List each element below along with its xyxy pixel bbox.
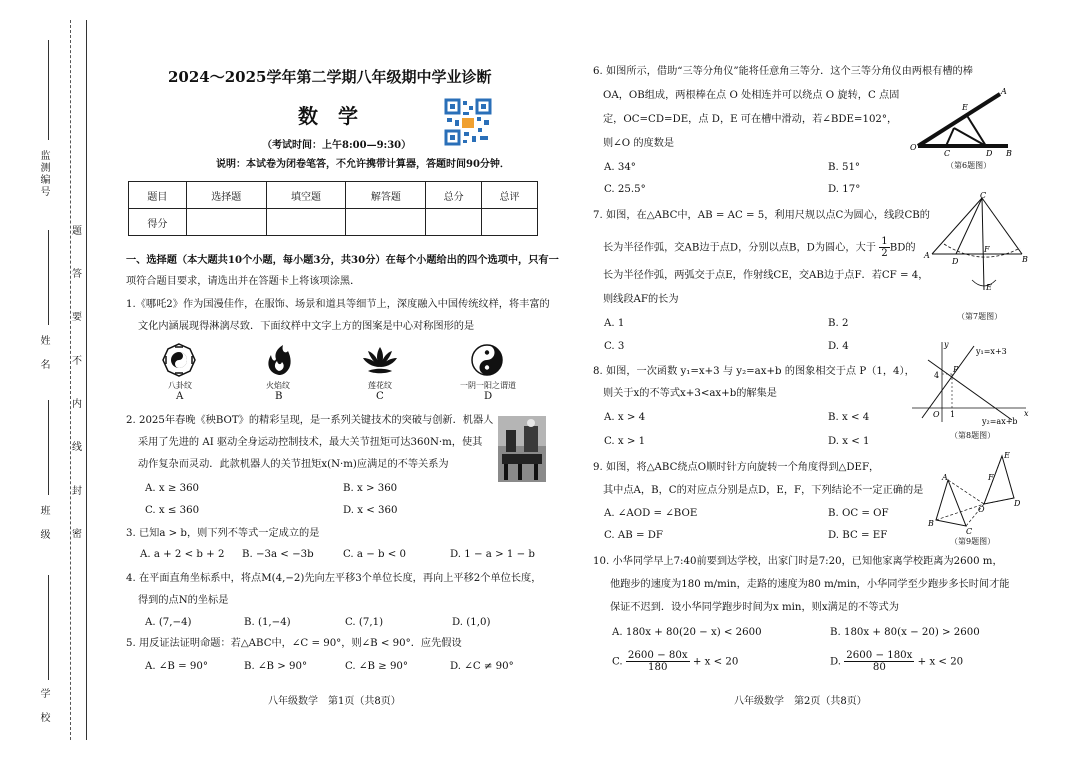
fig-label: x (1024, 409, 1029, 418)
seal-char: 线 (72, 442, 82, 453)
q1-letter: D (484, 391, 493, 402)
score-table-header: 总评 (482, 182, 538, 209)
q9-text: 其中点A，B，C的对应点分别是点D，E，F，下列结论不一定正确的是 (603, 485, 924, 496)
svg-text:O: O (978, 505, 985, 514)
fig-label: P (953, 365, 959, 374)
q8-text: 8. 如图，一次函数 y₁=x+3 与 y₂=ax+b 的图象相交于点 P（1，4）， (593, 366, 915, 377)
score-table (128, 181, 538, 236)
q6-text: 则∠O 的度数是 (603, 138, 675, 149)
svg-text:A: A (924, 251, 930, 260)
score-table-header-row (129, 182, 538, 209)
score-cell[interactable] (346, 209, 426, 236)
exam-no-field[interactable] (48, 40, 49, 140)
seal-dashed-line (70, 20, 71, 740)
score-table-header: 题目 (129, 182, 187, 209)
q8-option-a[interactable]: A. x > 4 (604, 412, 646, 423)
q7-text-part: 长为半径作弧，交AB边于点D，分别以点B，D为圆心，大于 (603, 242, 876, 254)
svg-text:E: E (1004, 451, 1010, 460)
q10-text: 10. 小华同学早上7:40前要到达学校，出家门时是7:20，已知他家离学校距离为2600 m， (593, 556, 1003, 567)
q6-text: OA，OB组成，两根棒在点 O 处相连并可以绕点 O 旋转，C 点固 (603, 90, 900, 101)
q6-text: 6. 如图所示，借助“三等分角仪”能将任意角三等分．这个三等分角仪由两根有槽的棒 (593, 66, 973, 77)
q4-text: 得到的点N的坐标是 (138, 595, 229, 606)
q7-text (603, 236, 916, 259)
q6-option-c[interactable]: C. 25.5° (604, 184, 646, 195)
binding-strip (0, 0, 90, 757)
q7-option-d[interactable]: D. 4 (828, 341, 849, 352)
q7-option-a[interactable]: A. 1 (604, 318, 625, 329)
q8-caption: （第8题图） (950, 431, 996, 440)
q7-text: 则线段AF的长为 (603, 294, 679, 305)
section1-heading-2: 项符合题目要求，请选出并在答题卡上将该项涂黑． (126, 276, 361, 287)
fraction: $\frac{2600 - 80x}{180}$ (627, 650, 688, 673)
q10-option-b[interactable]: B. 180x + 80(x − 20) > 2600 (830, 627, 980, 638)
q4-option-b[interactable]: B. (1,−4) (244, 617, 291, 628)
seal-char: 内 (72, 399, 82, 410)
svg-text:B: B (1022, 255, 1028, 264)
fig-label: 1 (950, 410, 956, 419)
q8-option-b[interactable]: B. x < 4 (828, 412, 870, 423)
seal-char: 密 (72, 529, 82, 540)
school-label: 学 校 (38, 688, 49, 724)
q7-caption: （第7题图） (957, 312, 1003, 321)
q1-caption: 莲花纹 (368, 381, 392, 390)
score-table-header: 解答题 (346, 182, 426, 209)
q1-caption: 火焰纹 (266, 381, 290, 390)
seal-char: 封 (72, 486, 82, 497)
trisector-figure (908, 86, 1018, 158)
score-cell[interactable] (426, 209, 482, 236)
q5-text: 5. 用反证法证明命题：若△ABC中，∠C = 90°，则∠B < 90°．应先假设 (126, 638, 462, 649)
robot-photo (498, 416, 546, 482)
svg-text:F: F (988, 473, 994, 482)
q4-option-c[interactable]: C. (7,1) (345, 617, 384, 628)
yin-yang-pattern-icon (470, 343, 504, 377)
subject-title: 数 学 (298, 104, 358, 128)
q6-caption: （第6题图） (946, 161, 992, 170)
q5-option-c[interactable]: C. ∠B ≥ 90° (345, 661, 408, 672)
score-cell[interactable] (186, 209, 266, 236)
q1-text: 文化内涵展现得淋漓尽致．下面纹样中文字上方的图案是中心对称图形的是 (138, 321, 475, 332)
q5-option-d[interactable]: D. ∠C ≠ 90° (450, 661, 514, 672)
seal-char: 题 (72, 226, 82, 237)
q7-option-c[interactable]: C. 3 (604, 341, 625, 352)
q1-letter: A (176, 391, 184, 402)
seal-char: 不 (72, 356, 82, 367)
q2-option-d[interactable]: D. x < 360 (343, 505, 398, 516)
q4-text: 4. 在平面直角坐标系中，将点M(4,−2)先向左平移3个单位长度，再向上平移2个单位长度， (126, 573, 542, 584)
q8-option-c[interactable]: C. x > 1 (604, 436, 646, 447)
one-half-fraction: $\frac{1}{2}$ (881, 236, 888, 259)
construction-figure (922, 192, 1032, 304)
linear-function-figure (908, 338, 1036, 426)
exam-time: （考试时间：上午8:00—9:30） (262, 140, 412, 151)
q2-text: 2. 2025年春晚《秧BOT》的精彩呈现，是一系列关键技术的突破与创新．机器人 (126, 415, 494, 426)
svg-text:F: F (984, 245, 990, 254)
exam-note: 说明：本试卷为闭卷笔答，不允许携带计算器，答题时间90分钟． (216, 159, 510, 170)
q9-text: 9. 如图，将△ABC绕点O顺时针方向旋转一个角度得到△DEF， (593, 462, 880, 473)
q1-letter: B (275, 391, 283, 402)
fig-label: O (933, 410, 940, 419)
flame-pattern-icon (262, 343, 296, 377)
svg-text:O: O (910, 143, 917, 152)
svg-text:D: D (986, 149, 993, 158)
exam-title: 2024～2025学年第二学期八年级期中学业诊断 (168, 68, 492, 86)
q9-option-c[interactable]: C. AB = DF (604, 530, 664, 541)
svg-text:A: A (942, 473, 948, 482)
q1-letter: C (376, 391, 384, 402)
binding-line (86, 20, 87, 740)
section1-heading: 一、选择题（本大题共10个小题，每小题3分，共30分）在每个小题给出的四个选项中，只有一 (126, 254, 559, 266)
q8-text: 则关于x的不等式x+3<ax+b的解集是 (603, 388, 777, 399)
q7-option-b[interactable]: B. 2 (828, 318, 849, 329)
q6-text: 定，OC=CD=DE，点 D，E 可在槽中滑动，若∠BDE=102°， (603, 114, 898, 125)
q9-option-d[interactable]: D. BC = EF (828, 530, 888, 541)
q4-option-a[interactable]: A. (7,−4) (145, 617, 192, 628)
name-field[interactable] (48, 230, 49, 325)
q3-option-d[interactable]: D. 1 − a > 1 − b (450, 549, 535, 560)
svg-text:D: D (952, 257, 959, 266)
qr-code-icon (444, 98, 492, 146)
class-label: 班 级 (38, 505, 49, 541)
seal-char: 答 (72, 269, 82, 280)
q6-option-b[interactable]: B. 51° (828, 162, 861, 173)
q8-option-d[interactable]: D. x < 1 (828, 436, 870, 447)
q1-text: 1.《哪吒2》作为国漫佳作，在服饰、场景和道具等细节上，深度融入中国传统纹样，将丰富的 (126, 299, 550, 310)
rotation-figure (926, 450, 1022, 536)
lotus-pattern-icon (362, 343, 398, 377)
fig-label: y₁=x+3 (976, 347, 1007, 356)
q7-text: 长为半径作弧，两弧交于点E，作射线CE，交AB边于点F．若CF = 4， (603, 270, 929, 281)
fig-label: 4 (934, 371, 940, 380)
class-field[interactable] (48, 400, 49, 495)
q7-text-part: BD的 (889, 242, 916, 254)
svg-text:E: E (962, 103, 968, 112)
q10-text: 他跑步的速度为180 m/min，走路的速度为80 m/min，小华同学至少跑步多长时间才能 (610, 579, 1010, 590)
svg-text:B: B (928, 519, 934, 528)
footer-right: 八年级数学 第2页（共8页） (734, 696, 867, 707)
svg-text:C: C (944, 149, 951, 158)
q5-option-b[interactable]: B. ∠B > 90° (244, 661, 308, 672)
svg-text:C: C (980, 192, 987, 200)
score-table-row (129, 209, 538, 236)
q2-text: 动作复杂而灵动．此款机器人的关节扭矩x(N·m)应满足的不等关系为 (138, 459, 449, 470)
q5-option-a[interactable]: A. ∠B = 90° (145, 661, 208, 672)
score-table-header: 选择题 (186, 182, 266, 209)
score-table-header: 填空题 (266, 182, 346, 209)
fig-label: y₂=ax+b (982, 417, 1018, 426)
score-cell[interactable] (482, 209, 538, 236)
fraction: $\frac{2600 - 180x}{80}$ (846, 650, 913, 673)
q3-option-b[interactable]: B. −3a < −3b (242, 549, 314, 560)
q6-option-d[interactable]: D. 17° (828, 184, 861, 195)
q10-option-c[interactable]: C. $\frac{2600 - 80x}{180}$ + x < 20 (612, 650, 739, 673)
q9-option-b[interactable]: B. OC = OF (828, 508, 889, 519)
svg-text:B: B (1006, 149, 1012, 158)
q9-caption: （第9题图） (950, 537, 996, 546)
svg-text:C: C (966, 527, 973, 536)
q4-option-d[interactable]: D. (1,0) (452, 617, 491, 628)
q6-option-a[interactable]: A. 34° (604, 162, 636, 173)
fig-label: y (944, 340, 949, 349)
q3-option-a[interactable]: A. a + 2 < b + 2 (140, 549, 225, 560)
q9-option-a[interactable]: A. ∠AOD = ∠BOE (604, 508, 698, 519)
svg-text:A: A (1001, 87, 1007, 96)
score-table-header: 总分 (426, 182, 482, 209)
school-field[interactable] (48, 575, 49, 680)
score-cell[interactable] (266, 209, 346, 236)
q1-caption: 一阴一阳之谓道 (460, 381, 516, 390)
score-row-label: 得分 (129, 209, 187, 236)
svg-text:D: D (1014, 499, 1021, 508)
exam-no-label: 监测编号 (38, 150, 49, 198)
q2-text: 采用了先进的 AI 驱动全身运动控制技术，最大关节扭矩可达360N·m，使其 (138, 437, 483, 448)
bagua-pattern-icon (162, 343, 196, 377)
seal-char: 要 (72, 312, 82, 323)
q3-option-c[interactable]: C. a − b < 0 (343, 549, 407, 560)
q10-option-a[interactable]: A. 180x + 80(20 − x) < 2600 (612, 627, 762, 638)
svg-text:E: E (986, 283, 992, 292)
footer-left: 八年级数学 第1页（共8页） (268, 696, 401, 707)
q1-caption: 八卦纹 (168, 381, 192, 390)
q2-option-c[interactable]: C. x ≤ 360 (145, 505, 200, 516)
q3-text: 3. 已知a > b，则下列不等式一定成立的是 (126, 528, 320, 539)
q2-option-a[interactable]: A. x ≥ 360 (145, 483, 200, 494)
q10-option-d[interactable]: D. $\frac{2600 - 180x}{80}$ + x < 20 (830, 650, 964, 673)
q2-option-b[interactable]: B. x > 360 (343, 483, 398, 494)
name-label: 姓 名 (38, 335, 49, 371)
q7-text: 7. 如图，在△ABC中，AB = AC = 5，利用尺规以点C为圆心，线段CB的 (593, 210, 930, 221)
q10-text: 保证不迟到．设小华同学跑步时间为x min，则x满足的不等式为 (610, 602, 899, 613)
